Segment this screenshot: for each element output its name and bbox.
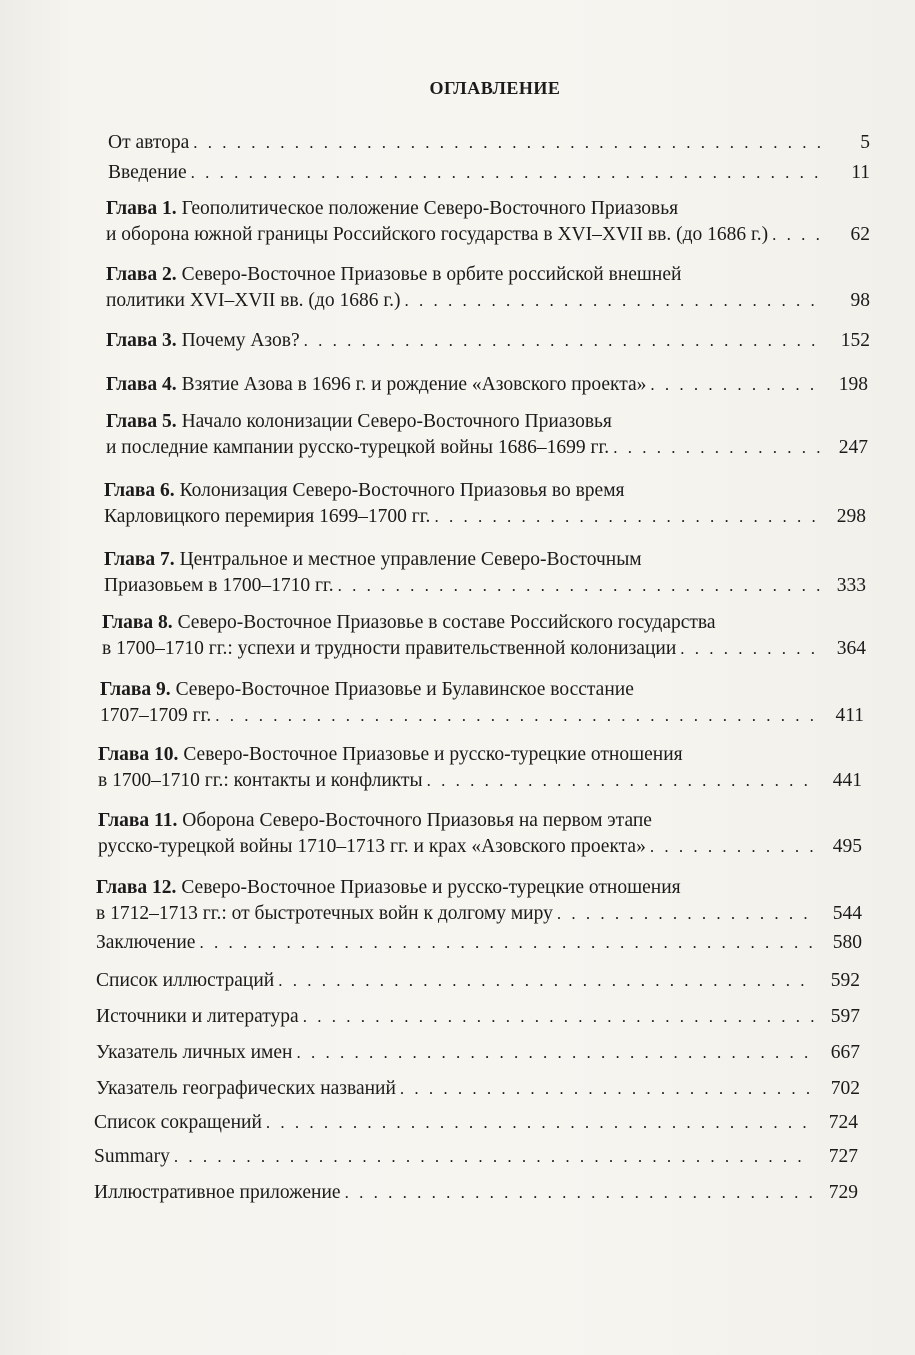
toc-line (108, 160, 870, 186)
toc-entry (98, 742, 862, 794)
toc-entry-text (106, 288, 401, 314)
toc-entry (96, 1040, 860, 1066)
toc-entry-text (96, 901, 553, 927)
chapter-title: Приазовьем в 1700–1710 гг. (104, 575, 334, 596)
page-number: 667 (830, 1042, 860, 1063)
toc-entry-text (106, 222, 768, 248)
page-number: 727 (828, 1146, 858, 1167)
dot-leader (338, 573, 820, 599)
chapter-title: Введение (108, 162, 187, 183)
toc-entry (106, 196, 870, 248)
toc-line (106, 409, 868, 435)
chapter-title: политики XVI–XVII вв. (до 1686 г.) (106, 290, 401, 311)
toc-entry-text (104, 547, 642, 573)
dot-leader (650, 372, 822, 398)
toc-entry-text (108, 130, 189, 156)
toc-line (98, 742, 862, 768)
dot-leader (613, 435, 822, 461)
toc-entry-text (98, 834, 646, 860)
chapter-title: в 1712–1713 гг.: от быстротечных войн к долгому миру (96, 903, 553, 924)
chapter-label: Глава 8. (102, 612, 173, 633)
toc-entry-text (100, 677, 634, 703)
toc-line (94, 1110, 858, 1136)
toc-entry (104, 547, 866, 599)
page-number: 441 (832, 770, 862, 791)
chapter-label: Глава 11. (98, 810, 178, 831)
page-number: 411 (835, 705, 864, 726)
chapter-title: Взятие Азова в 1696 г. и рождение «Азовского проекта» (181, 374, 647, 395)
page-number: 364 (836, 638, 866, 659)
dot-leader (434, 504, 820, 530)
page-number: 724 (828, 1112, 858, 1133)
page-number: 152 (840, 330, 870, 351)
dot-leader (303, 1004, 814, 1030)
toc-entry (104, 478, 866, 530)
chapter-label: Глава 6. (104, 480, 175, 501)
chapter-title: Геополитическое положение Северо-Восточного Приазовья (181, 198, 679, 219)
page-number: 333 (836, 575, 866, 596)
toc-entry-text (106, 196, 678, 222)
dot-leader (199, 930, 816, 956)
toc-line (104, 478, 866, 504)
chapter-label: Глава 4. (106, 374, 177, 395)
toc-entry-text (108, 160, 187, 186)
chapter-title: Иллюстративное приложение (94, 1182, 341, 1203)
toc-line (102, 636, 866, 662)
page-number: 544 (832, 903, 862, 924)
chapter-title: Начало колонизации Северо-Восточного Приазовья (181, 411, 612, 432)
page-number: 592 (830, 970, 860, 991)
toc-entry-text (106, 409, 612, 435)
chapter-title: Указатель личных имен (96, 1042, 293, 1063)
toc-entry-text (98, 742, 683, 768)
dot-leader (191, 160, 824, 186)
dot-leader (427, 768, 816, 794)
page-number: 5 (860, 132, 870, 153)
dot-leader (304, 328, 824, 354)
toc-line (96, 901, 862, 927)
chapter-title: Северо-Восточное Приазовье и русско-турецкие отношения (183, 744, 683, 765)
toc-entry (94, 1110, 858, 1136)
toc-entry (100, 677, 864, 729)
page-number: 298 (836, 506, 866, 527)
chapter-label: Глава 9. (100, 679, 171, 700)
chapter-title: Заключение (96, 932, 196, 953)
toc-entry-text (94, 1144, 170, 1170)
chapter-title: Summary (94, 1146, 170, 1167)
chapter-label: Глава 1. (106, 198, 177, 219)
toc-line (100, 703, 864, 729)
toc-line (100, 677, 864, 703)
toc-entry-text (104, 573, 334, 599)
toc-entry-text (96, 875, 681, 901)
toc-entry-text (102, 610, 716, 636)
dot-leader (557, 901, 816, 927)
toc-entry (94, 1180, 858, 1206)
dot-leader (296, 1040, 814, 1066)
chapter-title: Колонизация Северо-Восточного Приазовья во время (179, 480, 625, 501)
toc-entry-text (98, 808, 652, 834)
page-number: 98 (850, 290, 870, 311)
toc-entry (96, 875, 862, 927)
toc-entry (108, 130, 870, 156)
chapter-title: Список сокращений (94, 1112, 262, 1133)
page-number: 247 (838, 437, 868, 458)
dot-leader (174, 1144, 812, 1170)
chapter-title: Список иллюстраций (96, 970, 275, 991)
chapter-label: Глава 12. (96, 877, 177, 898)
dot-leader (266, 1110, 812, 1136)
toc-entry-text (96, 930, 195, 956)
chapter-title: Оборона Северо-Восточного Приазовья на первом этапе (182, 810, 652, 831)
chapter-title: в 1700–1710 гг.: успехи и трудности правительственной колонизации (102, 638, 677, 659)
toc-line (96, 875, 862, 901)
chapter-title: в 1700–1710 гг.: контакты и конфликты (98, 770, 423, 791)
toc-line (98, 808, 862, 834)
toc-entry-text (104, 504, 430, 530)
page-number: 495 (832, 836, 862, 857)
dot-leader (680, 636, 820, 662)
toc-line (98, 834, 862, 860)
toc-entry (96, 968, 860, 994)
chapter-title: Северо-Восточное Приазовье в орбите российской внешней (181, 264, 682, 285)
toc-entry-text (104, 478, 625, 504)
page-number: 580 (832, 932, 862, 953)
dot-leader (650, 834, 816, 860)
toc-entry (102, 610, 866, 662)
toc-line (106, 222, 870, 248)
chapter-title: Почему Азов? (181, 330, 300, 351)
toc-line (96, 1004, 860, 1030)
dot-leader (193, 130, 824, 156)
toc-line (102, 610, 866, 636)
chapter-title: Северо-Восточное Приазовье и Булавинское восстание (175, 679, 634, 700)
page-number: 597 (830, 1006, 860, 1027)
chapter-label: Глава 3. (106, 330, 177, 351)
toc-entry-text (106, 328, 300, 354)
toc-entry (106, 409, 868, 461)
page-title: ОГЛАВЛЕНИЕ (429, 78, 561, 98)
page-number: 198 (838, 374, 868, 395)
toc-line (106, 288, 870, 314)
toc-entry-text (94, 1110, 262, 1136)
toc-line (104, 573, 866, 599)
chapter-title: 1707–1709 гг. (100, 705, 212, 726)
dot-leader (400, 1076, 814, 1102)
chapter-label: Глава 5. (106, 411, 177, 432)
toc-entry (106, 328, 870, 354)
toc-line (96, 930, 862, 956)
toc-entry-text (96, 1004, 299, 1030)
toc-line (96, 1040, 860, 1066)
toc-entry (106, 372, 868, 398)
chapter-title: Указатель географических названий (96, 1078, 396, 1099)
dot-leader (345, 1180, 812, 1206)
toc-line (106, 196, 870, 222)
toc-entry (96, 1004, 860, 1030)
chapter-title: Северо-Восточное Приазовье и русско-турецкие отношения (181, 877, 681, 898)
toc-entry-text (94, 1180, 341, 1206)
toc-entry-text (100, 703, 211, 729)
chapter-label: Глава 2. (106, 264, 177, 285)
toc-entry-text (106, 435, 609, 461)
toc-entry (96, 1076, 860, 1102)
toc-line (96, 968, 860, 994)
dot-leader (405, 288, 824, 314)
toc-entry (108, 160, 870, 186)
dot-leader (215, 703, 818, 729)
toc-entry-text (96, 1040, 292, 1066)
chapter-title: Карловицкого перемирия 1699–1700 гг. (104, 506, 431, 527)
toc-entry-text (106, 262, 681, 288)
page-number: 702 (830, 1078, 860, 1099)
chapter-title: От автора (108, 132, 190, 153)
toc-entry-text (106, 372, 646, 398)
chapter-title: Центральное и местное управление Северо-Восточным (179, 549, 642, 570)
toc-line (106, 262, 870, 288)
toc-line (108, 130, 870, 156)
toc-line (106, 435, 868, 461)
chapter-label: Глава 10. (98, 744, 179, 765)
toc-line (94, 1180, 858, 1206)
chapter-title: русско-турецкой войны 1710–1713 гг. и крах «Азовского проекта» (98, 836, 646, 857)
toc-line (96, 1076, 860, 1102)
toc-entry-text (96, 968, 274, 994)
toc-entry (106, 262, 870, 314)
page-number: 62 (850, 224, 870, 245)
chapter-title: Северо-Восточное Приазовье в составе Российского государства (177, 612, 716, 633)
toc-line (98, 768, 862, 794)
toc-entry (98, 808, 862, 860)
toc-entry (94, 1144, 858, 1170)
toc-line (104, 547, 866, 573)
toc-line (104, 504, 866, 530)
toc-entry-text (98, 768, 423, 794)
toc-entry-text (96, 1076, 396, 1102)
dot-leader (278, 968, 814, 994)
toc-line (106, 372, 868, 398)
dot-leader (772, 222, 824, 248)
toc-line (94, 1144, 858, 1170)
page-number: 11 (851, 162, 870, 183)
toc-entry-text (102, 636, 676, 662)
chapter-title: и последние кампании русско-турецкой войны 1686–1699 гг. (106, 437, 610, 458)
chapter-title: и оборона южной границы Российского государства в XVI–XVII вв. (до 1686 г.) (106, 224, 769, 245)
page-number: 729 (828, 1182, 858, 1203)
chapter-title: Источники и литература (96, 1006, 299, 1027)
toc-line (106, 328, 870, 354)
chapter-label: Глава 7. (104, 549, 175, 570)
toc-entry (96, 930, 862, 956)
